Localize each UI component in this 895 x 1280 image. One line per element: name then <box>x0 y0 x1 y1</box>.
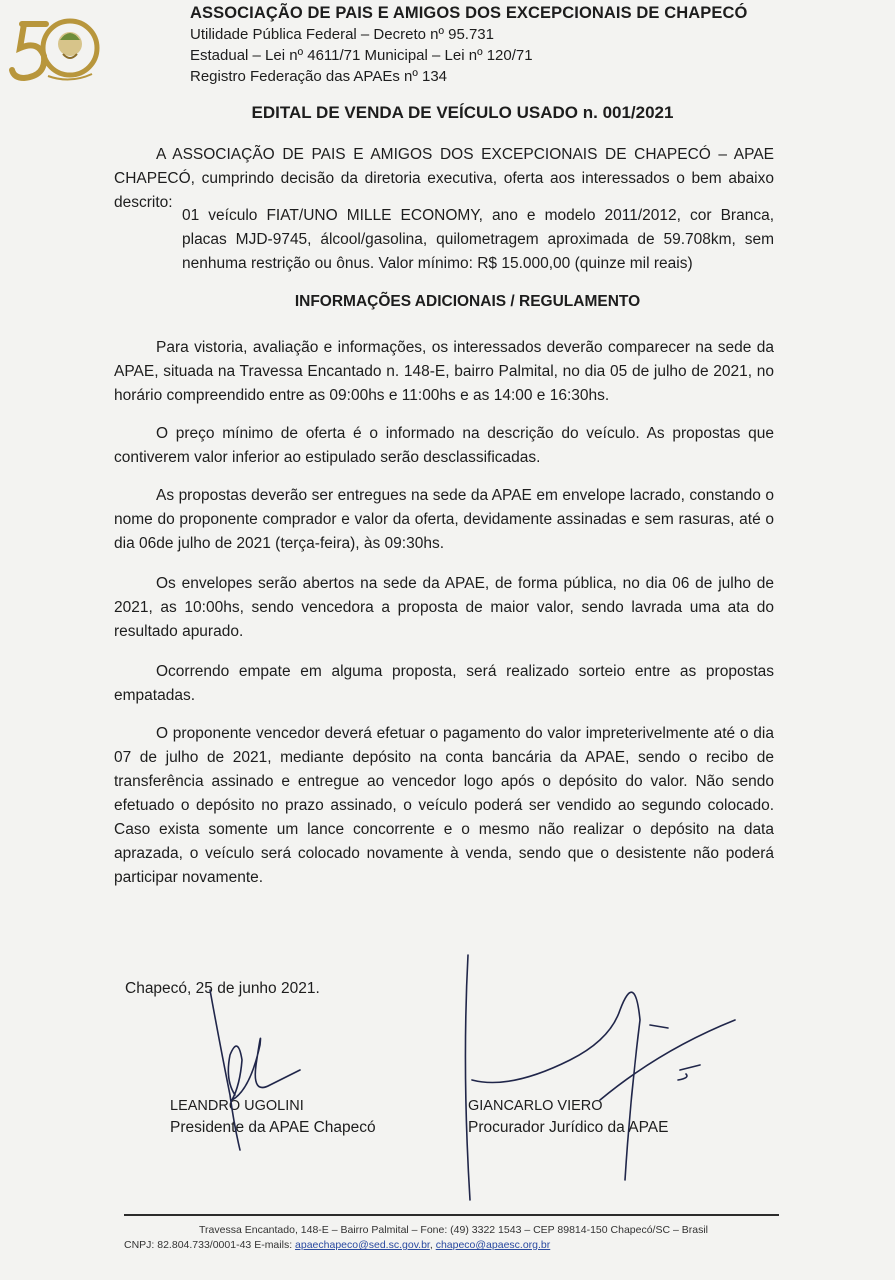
signatory-role: Procurador Jurídico da APAE <box>468 1119 669 1136</box>
paragraph-text: O proponente vencedor deverá efetuar o pagamento do valor impreterivelmente até o dia 07 de julho de 2021, mediante depósito na conta bancária da APAE, sendo o recibo de transferência assinado e entregue ao vencedor logo após o depósito do valor. Não sendo efetuado o depósito no prazo assinado, o veículo poderá ser vendido ao segundo colocado. Caso exista somente um lance concorrente e o mesmo não realizar o depósito na data aprazada, o veículo será colocado novamente à venda, sendo que o desistente não poderá participar novamente. <box>114 725 774 886</box>
paragraph-text: Ocorrendo empate em alguma proposta, será realizado sorteio entre as propostas empatadas. <box>114 663 774 704</box>
paragraph-payment <box>114 722 774 890</box>
paragraph-text: O preço mínimo de oferta é o informado na descrição do veículo. As propostas que contiverem valor inferior ao estipulado serão desclassificadas. <box>114 425 774 466</box>
section-title: INFORMAÇÕES ADICIONAIS / REGULAMENTO <box>294 293 641 310</box>
signature-attorney <box>450 950 750 1205</box>
registry-line: Registro Federação das APAEs nº 134 <box>190 68 448 85</box>
signatory-attorney <box>468 1096 668 1138</box>
signatory-role: Presidente da APAE Chapecó <box>170 1119 376 1136</box>
utility-decree: Utilidade Pública Federal – Decreto nº 95.731 <box>190 26 494 43</box>
document-title: EDITAL DE VENDA DE VEÍCULO USADO n. 001/2021 <box>251 103 674 122</box>
letterhead <box>190 3 850 87</box>
paragraph-min-price <box>114 422 774 470</box>
intro-text: A ASSOCIAÇÃO DE PAIS E AMIGOS DOS EXCEPCIONAIS DE CHAPECÓ – APAE CHAPECÓ, cumprindo decisão da diretoria executiva, oferta aos interessados o bem abaixo descrito: <box>114 146 774 211</box>
email-link-apaesc[interactable]: chapeco@apaesc.org.br <box>435 1239 551 1251</box>
footer-contacts <box>124 1238 784 1252</box>
laws-line: Estadual – Lei nº 4611/71 Municipal – Lei nº 120/71 <box>190 47 533 64</box>
footer-address <box>124 1223 784 1237</box>
cnpj-text: CNPJ: 82.804.733/0001-43 <box>124 1239 252 1251</box>
footer-divider <box>124 1214 779 1216</box>
paragraph-opening <box>114 572 774 644</box>
address-text: Travessa Encantado, 148-E – Bairro Palmital – Fone: (49) 3322 1543 – CEP 89814-150 Chapecó/SC – Brasil <box>199 1224 708 1236</box>
paragraph-text: As propostas deverão ser entregues na sede da APAE em envelope lacrado, constando o nome do proponente comprador e valor da oferta, devidamente assinadas e sem rasuras, até o dia 06de julho de 2021 (terça-feira), às 09:30hs. <box>114 487 774 552</box>
paragraph-tie <box>114 660 774 708</box>
paragraph-inspection <box>114 336 774 408</box>
signatory-name: GIANCARLO VIERO <box>468 1098 603 1114</box>
apae-50-anos-logo <box>8 10 108 86</box>
email-separator: , <box>429 1239 433 1251</box>
signatory-president <box>170 1096 376 1138</box>
organization-name: ASSOCIAÇÃO DE PAIS E AMIGOS DOS EXCEPCIONAIS DE CHAPECÓ <box>190 4 748 22</box>
signatory-name: LEANDRO UGOLINI <box>170 1098 304 1114</box>
paragraph-text: Os envelopes serão abertos na sede da APAE, de forma pública, no dia 06 de julho de 2021, as 10:00hs, sendo vencedora a proposta de maior valor, sendo lavrada uma ata do resultado apurado. <box>114 575 774 640</box>
paragraph-delivery <box>114 484 774 556</box>
email-link-apae-sed[interactable]: apaechapeco@sed.sc.gov.br <box>295 1239 430 1251</box>
vehicle-description: 01 veículo FIAT/UNO MILLE ECONOMY, ano e modelo 2011/2012, cor Branca, placas MJD-9745, álcool/gasolina, quilometragem aproximada de 59.708km, sem nenhuma restrição ou ônus. Valor mínimo: R$ 15.000,00 (quinze mil reais) <box>182 207 774 272</box>
paragraph-text: Para vistoria, avaliação e informações, os interessados deverão comparecer na sede da APAE, situada na Travessa Encantado n. 148-E, bairro Palmital, no dia 05 de julho de 2021, no horário compreendido entre as 09:00hs e 11:00hs e as 14:00 e 16:30hs. <box>114 339 774 404</box>
emails-label: E-mails: <box>254 1239 293 1251</box>
date-line: Chapecó, 25 de junho 2021. <box>125 980 320 997</box>
